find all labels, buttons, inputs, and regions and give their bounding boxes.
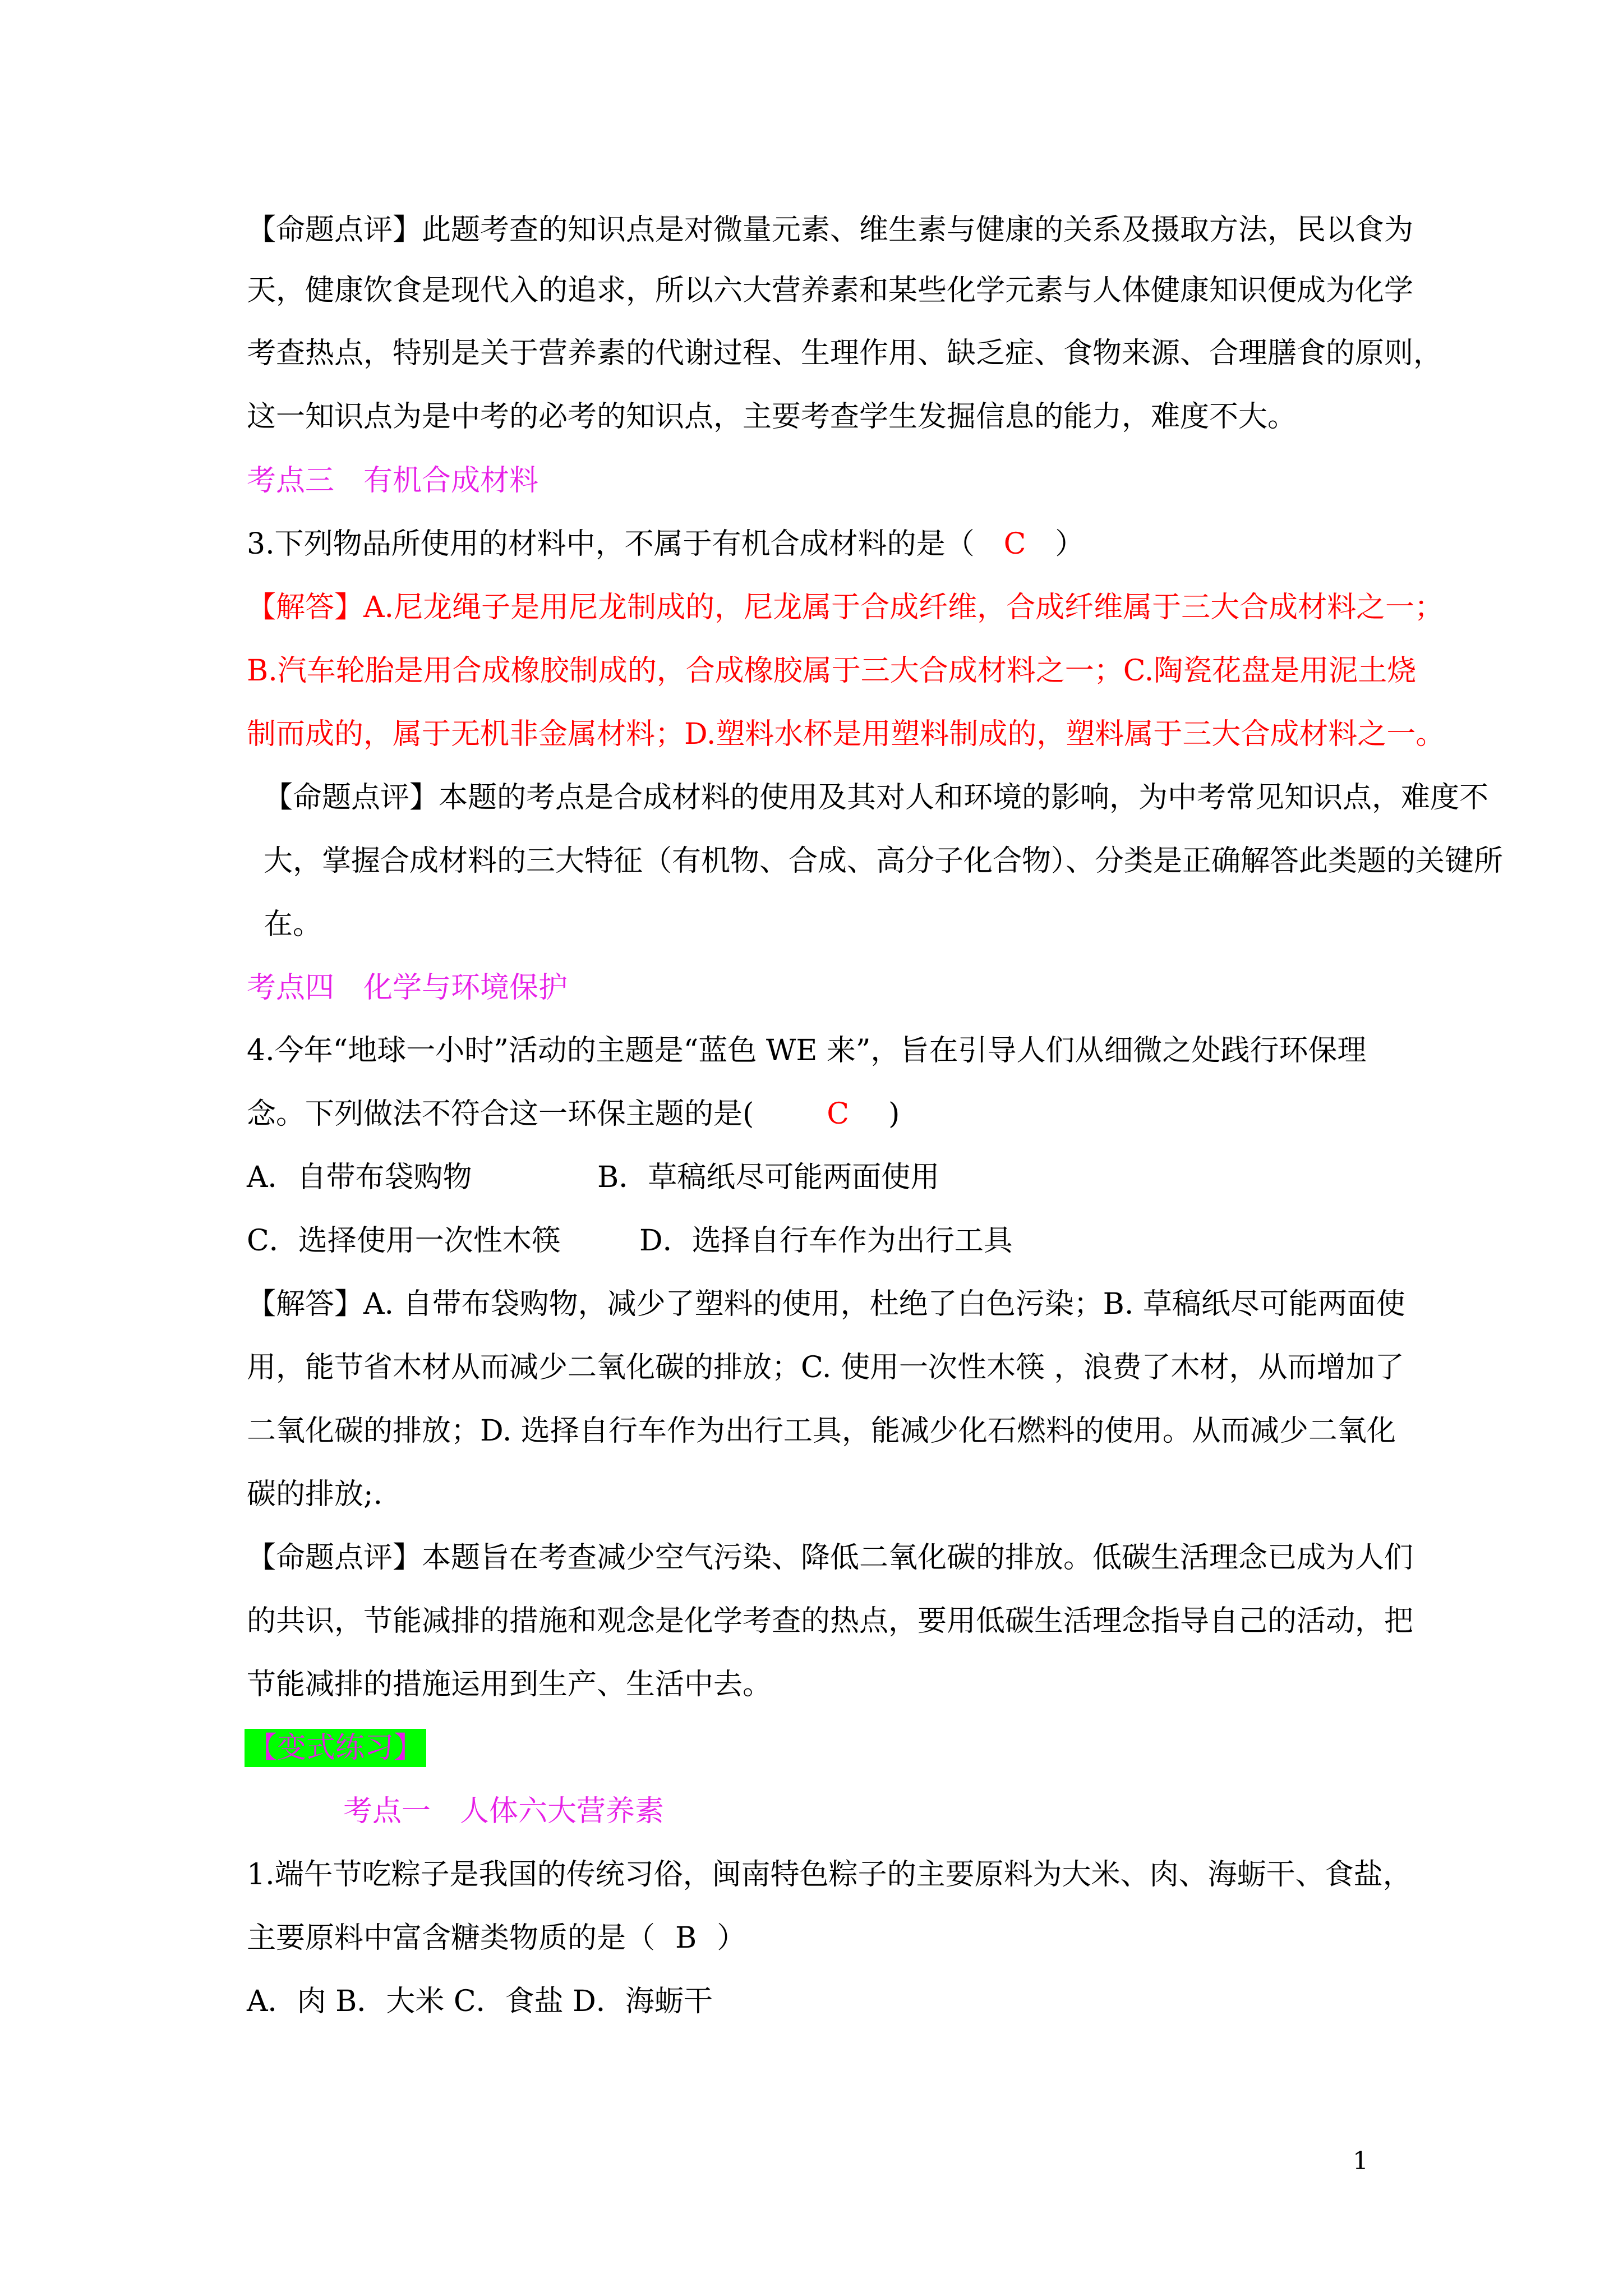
comment-line-3: 考查热点，特别是关于营养素的代谢过程、生理作用、缺乏症、食物来源、合理膳食的原则， [247,337,1443,370]
answer-3-line-1: 【解答】A.尼龙绳子是用尼龙制成的，尼龙属于合成纤维，合成纤维属于三大合成材料之一； [247,591,1444,624]
answer-3-line-3: 制而成的，属于无机非金属材料；D.塑料水杯是用塑料制成的，塑料属于三大合成材料之一。 [247,717,1445,751]
comment-4-line-3: 节能减排的措施运用到生产、生活中去。 [247,1668,772,1701]
question-3-close: ） [1055,527,1085,561]
option-4-a: A．自带布袋购物 [247,1161,472,1194]
comment-3-line-2: 大，掌握合成材料的三大特征（有机物、合成、高分子化合物）、分类是正确解答此类题的关键所 [264,844,1504,878]
question-3-text: 3.下列物品所使用的材料中，不属于有机合成材料的是（ [247,527,975,561]
answer-4-line-3: 二氧化碳的排放；D. 选择自行车作为出行工具，能减少化石燃料的使用。从而减少二氧化 [247,1414,1396,1448]
answer-4-line-4: 碳的排放;. [247,1478,383,1511]
comment-3-line-3: 在。 [264,908,322,941]
question-3-answer: C [974,527,1055,561]
comment-line-4: 这一知识点为是中考的必考的知识点，主要考查学生发掘信息的能力，难度不大。 [247,400,1297,434]
variant-question-1-line-2 [247,1918,746,1958]
option-4-b: B．草稿纸尽可能两面使用 [597,1161,940,1194]
comment-4-line-2: 的共识，节能减排的措施和观念是化学考查的热点，要用低碳生活理念指导自己的活动，把 [247,1604,1414,1638]
question-4-line-1: 4.今年“地球一小时”活动的主题是“蓝色 WE 来”，旨在引导人们从细微之处践行环保理 [247,1034,1367,1068]
question-4-text: 念。下列做法不符合这一环保主题的是( [247,1097,754,1131]
option-4-d: D．选择自行车作为出行工具 [639,1224,1013,1258]
question-4-close: ) [888,1097,900,1131]
comment-line-1: 【命题点评】此题考查的知识点是对微量元素、维生素与健康的关系及摄取方法，民以食为 [247,213,1414,247]
answer-4-line-1: 【解答】A. 自带布袋购物，减少了塑料的使用，杜绝了白色污染；B. 草稿纸尽可能两面使 [247,1287,1405,1321]
page-number: 1 [1353,2147,1368,2175]
variant-practice-label: 【变式练习】 [245,1729,426,1767]
comment-line-2: 天，健康饮食是现代入的追求，所以六大营养素和某些化学元素与人体健康知识便成为化学 [247,274,1414,307]
variant-question-1-text: 主要原料中富含糖类物质的是（ [247,1921,656,1955]
answer-3-line-2: B.汽车轮胎是用合成橡胶制成的，合成橡胶属于三大合成材料之一；C.陶瓷花盘是用泥土烧 [247,654,1417,688]
variant-question-1-close: ） [717,1921,746,1955]
variant-question-1-line-1: 1.端午节吃粽子是我国的传统习俗，闽南特色粽子的主要原料为大米、肉、海蛎干、食盐， [247,1858,1412,1892]
variant-question-1-options: A．肉 B．大米 C．食盐 D．海蛎干 [247,1985,713,2018]
variant-question-1-answer: B [675,1921,697,1955]
comment-3-line-1: 【命题点评】本题的考点是合成材料的使用及其对人和环境的影响，为中考常见知识点，难度不 [264,781,1489,815]
question-4-line-2 [247,1094,900,1134]
section-heading-3: 考点三 有机合成材料 [247,464,539,498]
section-heading-4: 考点四 化学与环境保护 [247,971,568,1005]
section-heading-1: 考点一 人体六大营养素 [343,1795,665,1828]
question-3 [247,524,1084,564]
comment-4-line-1: 【命题点评】本题旨在考查减少空气污染、降低二氧化碳的排放。低碳生活理念已成为人们 [247,1541,1414,1575]
answer-4-line-2: 用，能节省木材从而减少二氧化碳的排放；C. 使用一次性木筷 ，浪费了木材，从而增加了 [247,1351,1404,1384]
question-4-answer: C [827,1097,850,1131]
option-4-c: C．选择使用一次性木筷 [247,1224,561,1258]
variant-practice-heading [245,1728,426,1768]
